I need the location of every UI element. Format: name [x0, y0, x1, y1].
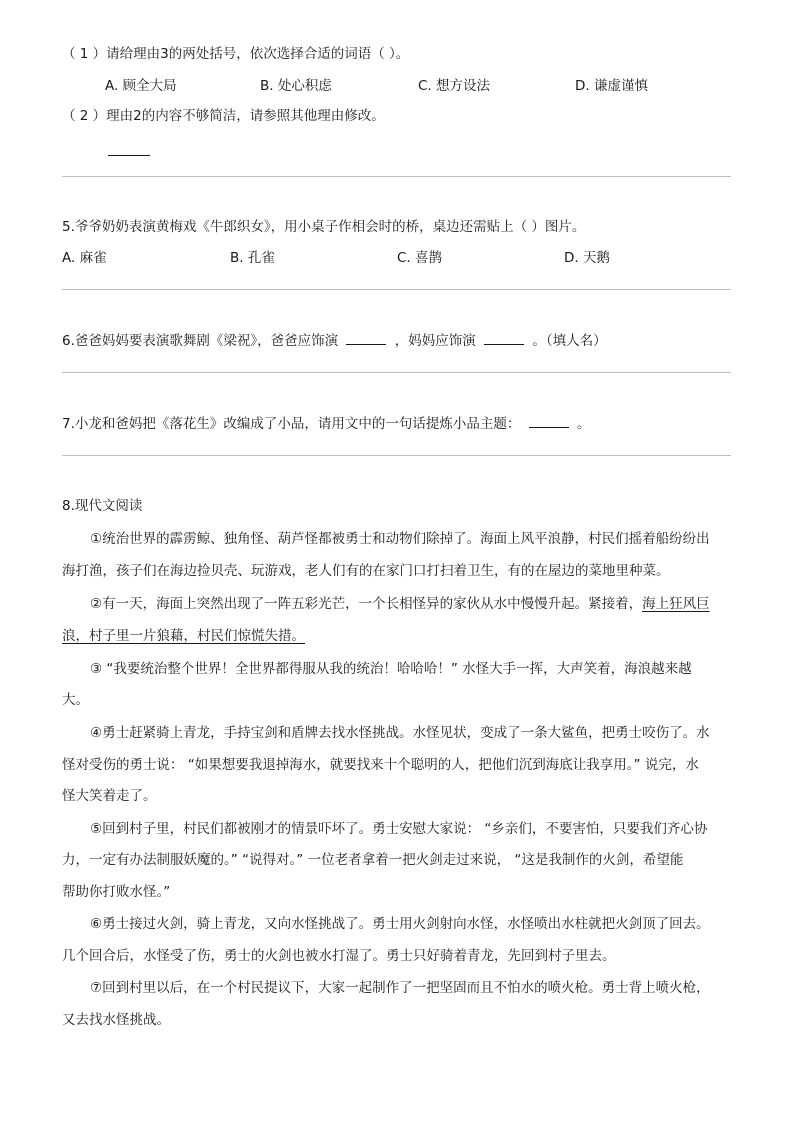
passage-p3-line2: 大。 — [62, 692, 89, 708]
divider — [62, 372, 731, 373]
passage-p2-text: ②有一天，海面上突然出现了一阵五彩光芒，一个长相怪异的家伙从水中慢慢升起。紧接着， — [90, 596, 643, 612]
passage-p5-line2: 力，一定有办法制服妖魔的。” “说得对。” 一位老者拿着一把火剑走过来说， “这是我制作的火剑，希望能 — [62, 852, 684, 868]
q5-option-c[interactable]: C. 喜鹊 — [397, 250, 443, 266]
passage-p4-line3: 怪大笑着走了。 — [62, 788, 157, 804]
q5-option-a[interactable]: A. 麻雀 — [62, 250, 107, 266]
q4-sub2-stem: （ 2 ）理由2的内容不够简洁，请参照其他理由修改。 — [62, 108, 385, 124]
passage-p5-line3: 帮助你打败水怪。” — [62, 884, 171, 900]
q7-stem — [62, 413, 590, 434]
passage-p7-line1: ⑦回到村里以后，在一个村民提议下，大家一起制作了一把坚固而且不怕水的喷火枪。勇士背上喷火枪， — [90, 980, 710, 996]
q7-blank-theme[interactable] — [529, 413, 569, 428]
q4-sub1-stem: （ 1 ）请给理由3的两处括号，依次选择合适的词语（ ）。 — [62, 46, 410, 62]
passage-p4-line1: ④勇士赶紧骑上青龙，手持宝剑和盾牌去找水怪挑战。水怪见状，变成了一条大鲨鱼，把勇士咬伤了。水 — [90, 725, 710, 741]
passage-p2-underlined-sentence: 海上狂风巨 — [642, 596, 710, 612]
q6-text-1: 6.爸爸妈妈要表演歌舞剧《梁祝》，爸爸应饰演 — [62, 333, 339, 349]
divider — [62, 289, 731, 290]
passage-p1-line2: 海打渔，孩子们在海边捡贝壳、玩游戏，老人们有的在家门口打扫着卫生，有的在屋边的菜地里种菜。 — [62, 563, 670, 579]
q4-sub1-option-c[interactable]: C. 想方设法 — [418, 78, 491, 94]
q4-sub2-answer-blank[interactable] — [108, 155, 150, 156]
q5-option-b[interactable]: B. 孔雀 — [230, 250, 275, 266]
passage-p4-line2: 怪对受伤的勇士说： “如果想要我退掉海水，就要找来十个聪明的人，把他们沉到海底让我享用。” 说完，水 — [62, 757, 699, 773]
q5-stem: 5.爷爷奶奶表演黄梅戏《牛郎织女》，用小桌子作相会时的桥，桌边还需贴上（ ）图片。 — [62, 219, 586, 235]
passage-p2-line1 — [90, 594, 710, 614]
passage-p2-underlined-sentence-cont: 浪，村子里一片狼藉，村民们惊慌失措。 — [62, 628, 305, 644]
q5-option-d[interactable]: D. 天鹅 — [564, 250, 610, 266]
q6-stem — [62, 330, 607, 351]
q6-blank-father-role[interactable] — [346, 330, 386, 345]
q4-sub1-option-d[interactable]: D. 谦虚谨慎 — [575, 78, 648, 94]
q4-sub1-option-a[interactable]: A. 顾全大局 — [105, 78, 177, 94]
divider — [62, 455, 731, 456]
passage-p5-line1: ⑤回到村子里，村民们都被刚才的情景吓坏了。勇士安慰大家说： “乡亲们，不要害怕，只要我们齐心协 — [90, 821, 708, 837]
divider — [62, 176, 731, 177]
passage-p3-line1: ③ “我要统治整个世界！全世界都得服从我的统治！哈哈哈！” 水怪大手一挥，大声笑着，海浪越来越 — [90, 661, 692, 677]
q8-title: 8.现代文阅读 — [62, 498, 143, 514]
q6-blank-mother-role[interactable] — [484, 330, 524, 345]
passage-p1-line1: ①统治世界的霹雳鲸、独角怪、葫芦怪都被勇士和动物们除掉了。海面上风平浪静，村民们摇着船纷纷出 — [90, 531, 710, 547]
passage-p7-line2: 又去找水怪挑战。 — [62, 1012, 170, 1028]
passage-p6-line2: 几个回合后，水怪受了伤，勇士的火剑也被水打湿了。勇士只好骑着青龙，先回到村子里去。 — [62, 948, 616, 964]
q6-text-2: ，妈妈应饰演 — [394, 333, 476, 349]
q7-text-2: 。 — [576, 416, 591, 432]
passage-p6-line1: ⑥勇士接过火剑，骑上青龙，又向水怪挑战了。勇士用火剑射向水怪，水怪喷出水柱就把火剑顶了回去。 — [90, 916, 710, 932]
q4-sub1-option-b[interactable]: B. 处心积虑 — [260, 78, 332, 94]
q7-text-1: 7.小龙和爸妈把《落花生》改编成了小品，请用文中的一句话提炼小品主题： — [62, 416, 521, 432]
q6-text-3: 。（填人名） — [532, 333, 607, 349]
passage-p2-line2 — [62, 626, 305, 646]
